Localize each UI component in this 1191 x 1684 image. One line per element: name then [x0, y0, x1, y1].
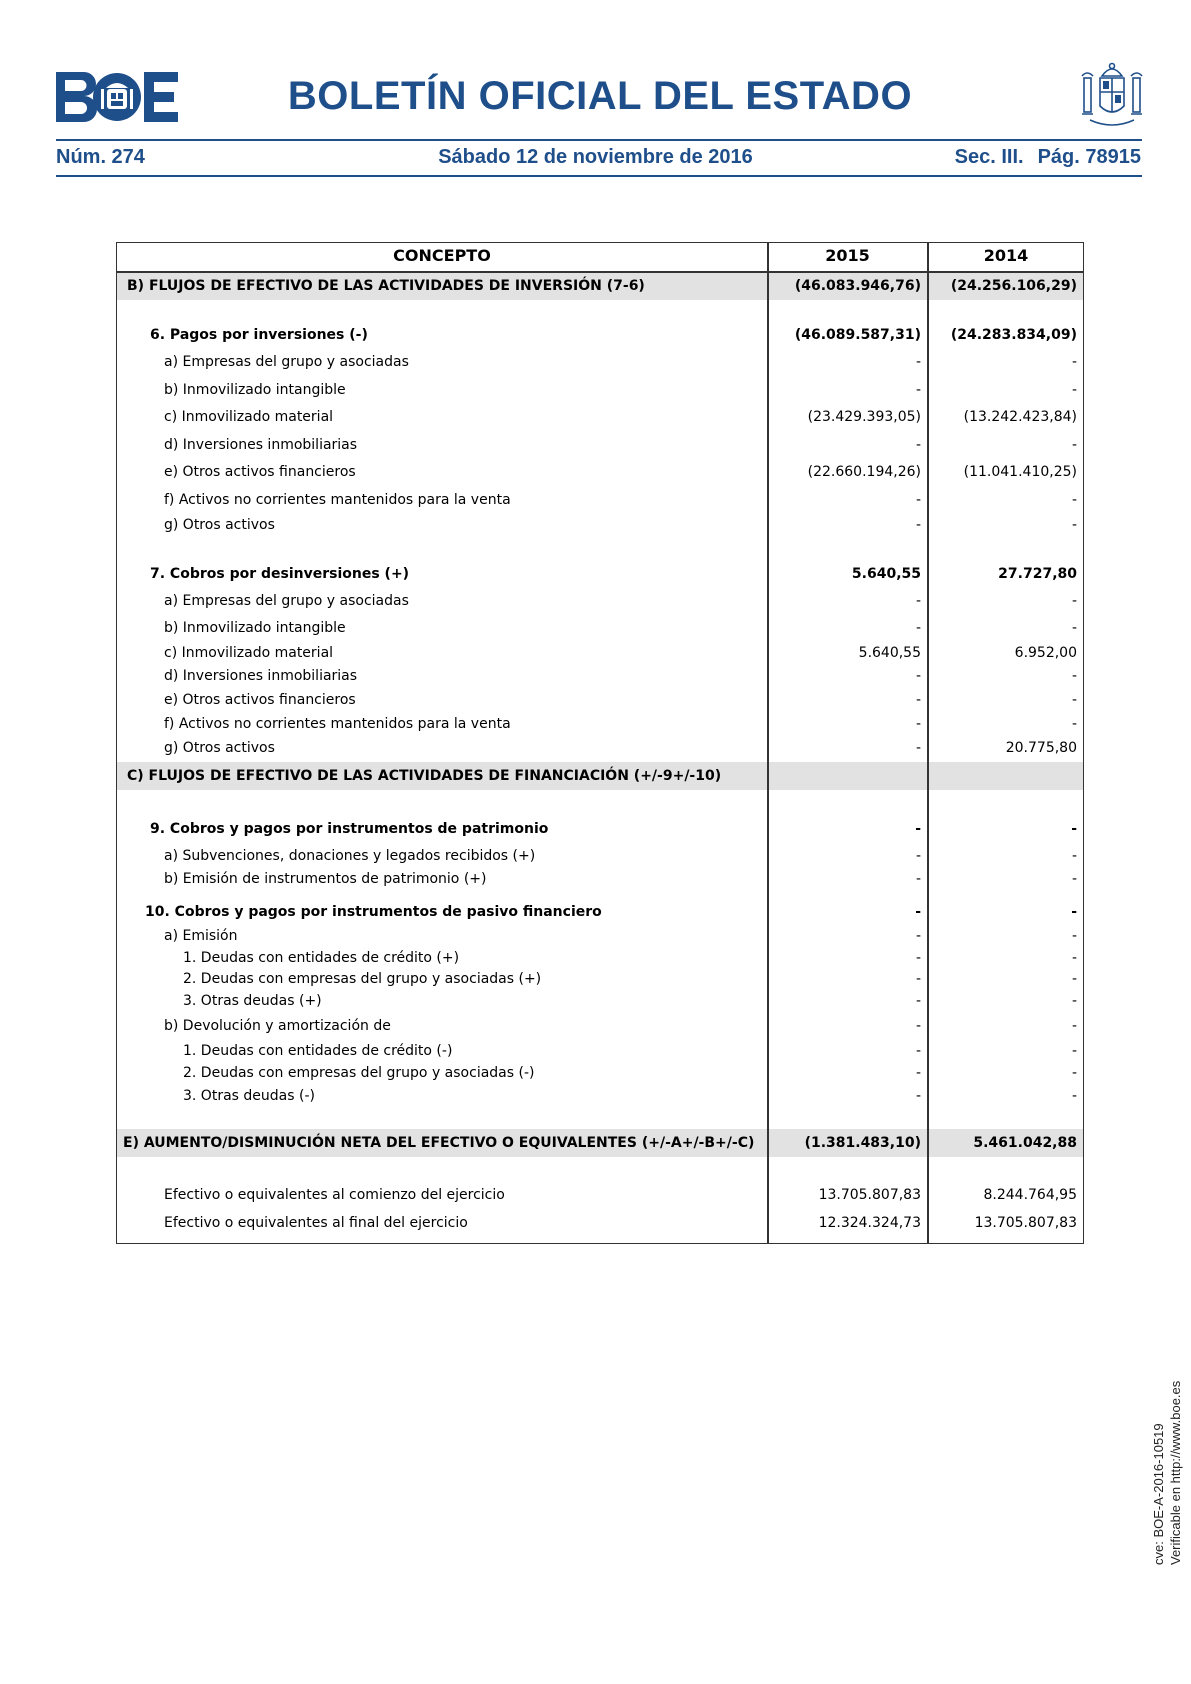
- row-concept: 2. Deudas con empresas del grupo y asociadas (-): [183, 1065, 535, 1081]
- row-value-2015: -: [915, 904, 921, 920]
- row-concept: Efectivo o equivalentes al final del ejercicio: [164, 1215, 468, 1231]
- row-value-2015: -: [915, 950, 921, 966]
- row-value-2015: 5.640,55: [858, 645, 921, 661]
- row-value-2015: (46.089.587,31): [794, 327, 921, 343]
- cash-flow-table: [116, 242, 1084, 1244]
- table-row: [117, 947, 1083, 969]
- row-concept: 3. Otras deudas (-): [183, 1088, 315, 1104]
- row-value-2014: -: [1071, 928, 1077, 944]
- row-value-2014: 5.461.042,88: [973, 1135, 1077, 1151]
- row-concept: f) Activos no corrientes mantenidos para la venta: [164, 716, 511, 732]
- row-value-2015: -: [915, 1088, 921, 1104]
- row-value-2014: 27.727,80: [998, 566, 1077, 582]
- row-concept: g) Otros activos: [164, 517, 275, 533]
- table-row: [117, 868, 1083, 890]
- table-row: [117, 434, 1083, 456]
- column-header-concepto: CONCEPTO: [393, 246, 491, 265]
- row-value-2014: 13.705.807,83: [974, 1215, 1077, 1231]
- row-value-2015: -: [915, 871, 921, 887]
- row-value-2014: 6.952,00: [1014, 645, 1077, 661]
- row-concept: B) FLUJOS DE EFECTIVO DE LAS ACTIVIDADES DE INVERSIÓN (7-6): [127, 278, 645, 294]
- row-value-2014: (13.242.423,84): [963, 409, 1077, 425]
- row-value-2014: -: [1071, 354, 1077, 370]
- verification-note: [1150, 1381, 1184, 1565]
- row-value-2014: -: [1071, 668, 1077, 684]
- section-label: Sec. III.: [954, 146, 1024, 168]
- row-value-2014: -: [1071, 692, 1077, 708]
- table-row: [117, 461, 1083, 483]
- row-value-2014: 8.244.764,95: [983, 1187, 1077, 1203]
- row-value-2015: (22.660.194,26): [807, 464, 921, 480]
- table-row: [117, 1040, 1083, 1062]
- row-value-2015: -: [915, 593, 921, 609]
- row-value-2014: (24.256.106,29): [950, 278, 1077, 294]
- header-divider: [117, 271, 1083, 273]
- row-concept: c) Inmovilizado material: [164, 409, 334, 425]
- table-row: [117, 968, 1083, 990]
- coat-of-arms-icon: [1080, 60, 1144, 126]
- header-rule-bottom: [56, 175, 1142, 177]
- row-value-2015: (1.381.483,10): [804, 1135, 921, 1151]
- row-concept: e) Otros activos financieros: [164, 464, 356, 480]
- table-row: [117, 351, 1083, 373]
- row-value-2015: -: [915, 692, 921, 708]
- bulletin-title: BOLETÍN OFICIAL DEL ESTADO: [287, 74, 913, 118]
- row-value-2015: 12.324.324,73: [818, 1215, 921, 1231]
- row-concept: b) Inmovilizado intangible: [164, 620, 346, 636]
- table-row: [117, 901, 1083, 923]
- table-row: [117, 845, 1083, 867]
- row-value-2015: -: [915, 668, 921, 684]
- row-concept: a) Empresas del grupo y asociadas: [164, 354, 409, 370]
- table-row: [117, 406, 1083, 428]
- cve-code: cve: BOE-A-2016-10519: [1151, 1423, 1166, 1565]
- column-header-2014: 2014: [983, 246, 1029, 265]
- row-concept: 3. Otras deudas (+): [183, 993, 322, 1009]
- row-value-2014: -: [1071, 1043, 1077, 1059]
- row-value-2014: -: [1071, 950, 1077, 966]
- row-value-2014: -: [1071, 821, 1077, 837]
- row-value-2015: (23.429.393,05): [807, 409, 921, 425]
- row-value-2014: -: [1071, 437, 1077, 453]
- table-row: [117, 765, 1083, 787]
- row-concept: b) Emisión de instrumentos de patrimonio (+): [164, 871, 487, 887]
- row-concept: f) Activos no corrientes mantenidos para la venta: [164, 492, 511, 508]
- table-row: [117, 1085, 1083, 1107]
- row-value-2014: -: [1071, 848, 1077, 864]
- row-value-2015: -: [915, 740, 921, 756]
- table-row: [117, 590, 1083, 612]
- row-value-2015: -: [915, 354, 921, 370]
- row-value-2015: -: [915, 1043, 921, 1059]
- row-value-2014: -: [1071, 1065, 1077, 1081]
- verify-url: Verificable en http://www.boe.es: [1168, 1380, 1183, 1565]
- row-value-2015: -: [915, 1065, 921, 1081]
- row-concept: d) Inversiones inmobiliarias: [164, 668, 358, 684]
- table-row: [117, 818, 1083, 840]
- row-value-2014: -: [1071, 904, 1077, 920]
- row-value-2014: -: [1071, 1018, 1077, 1034]
- row-concept: 2. Deudas con empresas del grupo y asociadas (+): [183, 971, 542, 987]
- row-value-2014: -: [1071, 871, 1077, 887]
- row-value-2015: -: [915, 716, 921, 732]
- table-row: [117, 1184, 1083, 1206]
- boe-logo: [56, 72, 178, 122]
- row-value-2014: 20.775,80: [1005, 740, 1077, 756]
- row-value-2014: -: [1071, 517, 1077, 533]
- row-concept: 6. Pagos por inversiones (-): [150, 327, 368, 343]
- row-concept: C) FLUJOS DE EFECTIVO DE LAS ACTIVIDADES DE FINANCIACIÓN (+/-9+/-10): [127, 768, 722, 784]
- row-value-2015: -: [915, 382, 921, 398]
- row-value-2014: -: [1071, 971, 1077, 987]
- row-value-2015: 13.705.807,83: [818, 1187, 921, 1203]
- row-value-2014: -: [1071, 620, 1077, 636]
- issue-date: Sábado 12 de noviembre de 2016: [438, 146, 753, 168]
- table-row: [117, 990, 1083, 1012]
- row-value-2014: -: [1071, 492, 1077, 508]
- row-value-2014: -: [1071, 716, 1077, 732]
- row-concept: 10. Cobros y pagos por instrumentos de pasivo financiero: [145, 904, 602, 920]
- table-row: [117, 324, 1083, 346]
- table-row: [117, 1062, 1083, 1084]
- row-value-2015: -: [915, 437, 921, 453]
- table-row: [117, 713, 1083, 735]
- row-value-2015: -: [915, 928, 921, 944]
- row-value-2015: -: [915, 620, 921, 636]
- table-row: [117, 1015, 1083, 1037]
- table-row: [117, 1212, 1083, 1234]
- row-value-2014: -: [1071, 593, 1077, 609]
- header-rule-top: [56, 139, 1142, 141]
- table-row: [117, 925, 1083, 947]
- row-concept: a) Subvenciones, donaciones y legados recibidos (+): [164, 848, 536, 864]
- row-value-2014: -: [1071, 1088, 1077, 1104]
- row-concept: g) Otros activos: [164, 740, 275, 756]
- table-row: [117, 489, 1083, 511]
- row-concept: a) Empresas del grupo y asociadas: [164, 593, 409, 609]
- row-value-2015: -: [915, 848, 921, 864]
- row-concept: e) Otros activos financieros: [164, 692, 356, 708]
- row-value-2015: -: [915, 971, 921, 987]
- row-concept: c) Inmovilizado material: [164, 645, 334, 661]
- row-value-2015: -: [915, 821, 921, 837]
- table-row: [117, 563, 1083, 585]
- table-row: [117, 642, 1083, 664]
- table-row: [117, 617, 1083, 639]
- row-value-2015: -: [915, 1018, 921, 1034]
- row-value-2014: -: [1071, 382, 1077, 398]
- row-value-2015: 5.640,55: [851, 566, 921, 582]
- table-row: [117, 379, 1083, 401]
- column-header-2015: 2015: [825, 246, 870, 265]
- row-concept: 1. Deudas con entidades de crédito (-): [183, 1043, 453, 1059]
- row-concept: b) Inmovilizado intangible: [164, 382, 346, 398]
- table-row: [117, 275, 1083, 297]
- row-concept: 7. Cobros por desinversiones (+): [150, 566, 410, 582]
- row-concept: a) Emisión: [164, 928, 238, 944]
- row-concept: E) AUMENTO/DISMINUCIÓN NETA DEL EFECTIVO O EQUIVALENTES (+/-A+/-B+/-C): [123, 1135, 755, 1151]
- table-row: [117, 689, 1083, 711]
- row-value-2015: -: [915, 517, 921, 533]
- row-value-2014: -: [1071, 993, 1077, 1009]
- row-concept: Efectivo o equivalentes al comienzo del ejercicio: [164, 1187, 505, 1203]
- page-number: Pág. 78915: [1037, 146, 1141, 168]
- row-value-2015: -: [915, 993, 921, 1009]
- row-value-2014: (24.283.834,09): [950, 327, 1077, 343]
- row-value-2015: -: [915, 492, 921, 508]
- row-value-2015: (46.083.946,76): [794, 278, 921, 294]
- table-row: [117, 514, 1083, 536]
- row-value-2014: (11.041.410,25): [963, 464, 1077, 480]
- table-row: [117, 1132, 1083, 1154]
- table-row: [117, 665, 1083, 687]
- row-concept: d) Inversiones inmobiliarias: [164, 437, 358, 453]
- issue-number: Núm. 274: [56, 146, 145, 168]
- row-concept: 1. Deudas con entidades de crédito (+): [183, 950, 460, 966]
- row-concept: 9. Cobros y pagos por instrumentos de patrimonio: [150, 821, 549, 837]
- row-concept: b) Devolución y amortización de: [164, 1018, 391, 1034]
- table-row: [117, 737, 1083, 759]
- section-page: [955, 146, 1141, 169]
